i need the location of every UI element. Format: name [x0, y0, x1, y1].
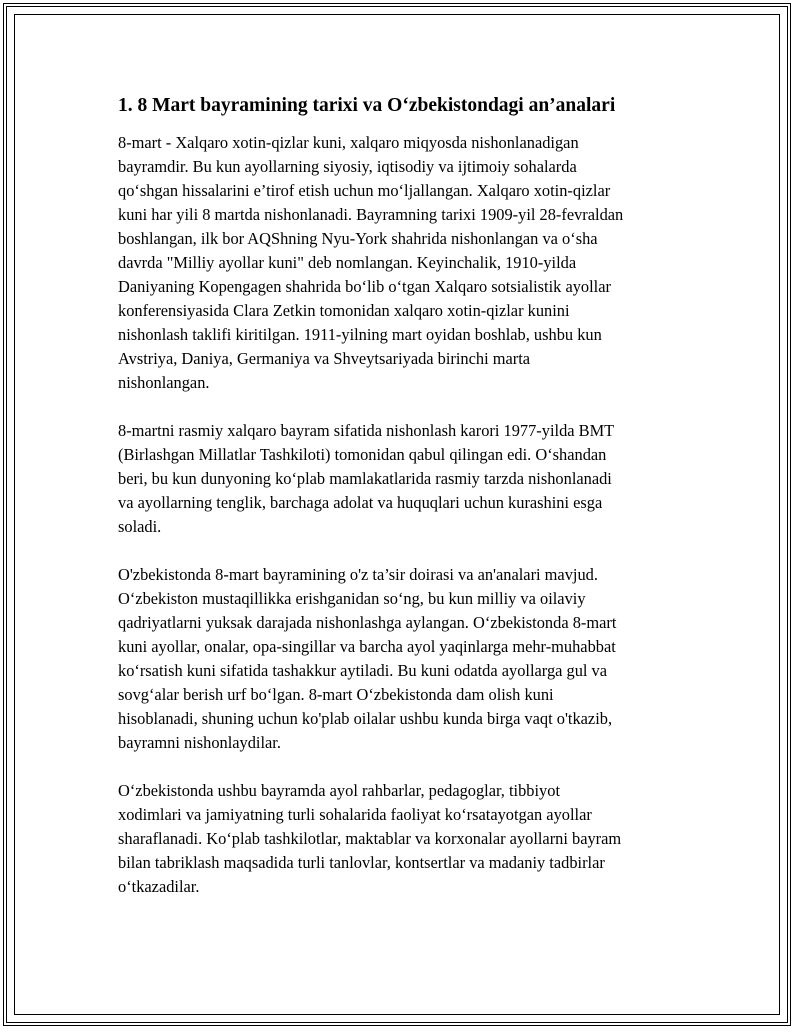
- paragraph-un-recognition: [118, 419, 698, 539]
- text-line: o‘tkazadilar.: [118, 877, 200, 896]
- paragraph-honoring-women: [118, 779, 698, 899]
- text-line: qo‘shgan hissalarini e’tirof etish uchun mo‘ljallangan. Xalqaro xotin-qizlar: [118, 181, 611, 200]
- text-line: O‘zbekistonda ushbu bayramda ayol rahbarlar, pedagoglar, tibbiyot: [118, 781, 561, 800]
- paragraph-uzbekistan-traditions: [118, 563, 698, 755]
- text-line: sharaflanadi. Ko‘plab tashkilotlar, maktablar va korxonalar ayollarni bayram: [118, 829, 622, 848]
- text-line: konferensiyasida Clara Zetkin tomonidan xalqaro xotin-qizlar kunini: [118, 301, 570, 320]
- text-line: beri, bu kun dunyoning ko‘plab mamlakatlarida rasmiy tarzda nishonlanadi: [118, 469, 612, 488]
- text-line: bayramni nishonlaydilar.: [118, 733, 281, 752]
- text-line: nishonlash taklifi kiritilgan. 1911-yilning mart oyidan boshlab, ushbu kun: [118, 325, 602, 344]
- text-line: sovg‘alar berish urf bo‘lgan. 8-mart O‘zbekistonda dam olish kuni: [118, 685, 554, 704]
- text-line: O‘zbekiston mustaqillikka erishganidan so‘ng, bu kun milliy va oilaviy: [118, 589, 586, 608]
- paragraph-history: [118, 131, 698, 395]
- text-line: kuni har yili 8 martda nishonlanadi. Bayramning tarixi 1909-yil 28-fevraldan: [118, 205, 624, 224]
- text-line: O'zbekistonda 8-mart bayramining o'z ta’sir doirasi va an'analari mavjud.: [118, 565, 598, 584]
- text-line: hisoblanadi, shuning uchun ko'plab oilalar ushbu kunda birga vaqt o'tkazib,: [118, 709, 613, 728]
- text-line: qadriyatlarni yuksak darajada nishonlashga aylangan. O‘zbekistonda 8-mart: [118, 613, 617, 632]
- text-line: nishonlangan.: [118, 373, 210, 392]
- text-line: xodimlari va jamiyatning turli sohalarida faoliyat ko‘rsatayotgan ayollar: [118, 805, 592, 824]
- text-line: bayramdir. Bu kun ayollarning siyosiy, iqtisodiy va ijtimoiy sohalarda: [118, 157, 577, 176]
- document-body: [118, 93, 698, 923]
- text-line: soladi.: [118, 517, 162, 536]
- text-line: boshlangan, ilk bor AQShning Nyu-York shahrida nishonlangan va o‘sha: [118, 229, 598, 248]
- text-line: (Birlashgan Millatlar Tashkiloti) tomonidan qabul qilingan edi. O‘shandan: [118, 445, 607, 464]
- section-title: 1. 8 Mart bayramining tarixi va O‘zbekistondagi an’analari: [118, 95, 616, 116]
- text-line: davrda "Milliy ayollar kuni" deb nomlangan. Keyinchalik, 1910-yilda: [118, 253, 577, 272]
- text-line: kuni ayollar, onalar, opa-singillar va barcha ayol yaqinlarga mehr-muhabbat: [118, 637, 616, 656]
- text-line: bilan tabriklash maqsadida turli tanlovlar, kontsertlar va madaniy tadbirlar: [118, 853, 605, 872]
- text-line: Avstriya, Daniya, Germaniya va Shveytsariyada birinchi marta: [118, 349, 531, 368]
- text-line: 8-martni rasmiy xalqaro bayram sifatida nishonlash karori 1977-yilda BMT: [118, 421, 615, 440]
- text-line: Daniyaning Kopengagen shahrida bo‘lib o‘tgan Xalqaro sotsialistik ayollar: [118, 277, 611, 296]
- text-line: ko‘rsatish kuni sifatida tashakkur aytiladi. Bu kuni odatda ayollarga gul va: [118, 661, 608, 680]
- text-line: 8-mart - Xalqaro xotin-qizlar kuni, xalqaro miqyosda nishonlanadigan: [118, 133, 579, 152]
- text-line: va ayollarning tenglik, barchaga adolat va huquqlari uchun kurashini esga: [118, 493, 603, 512]
